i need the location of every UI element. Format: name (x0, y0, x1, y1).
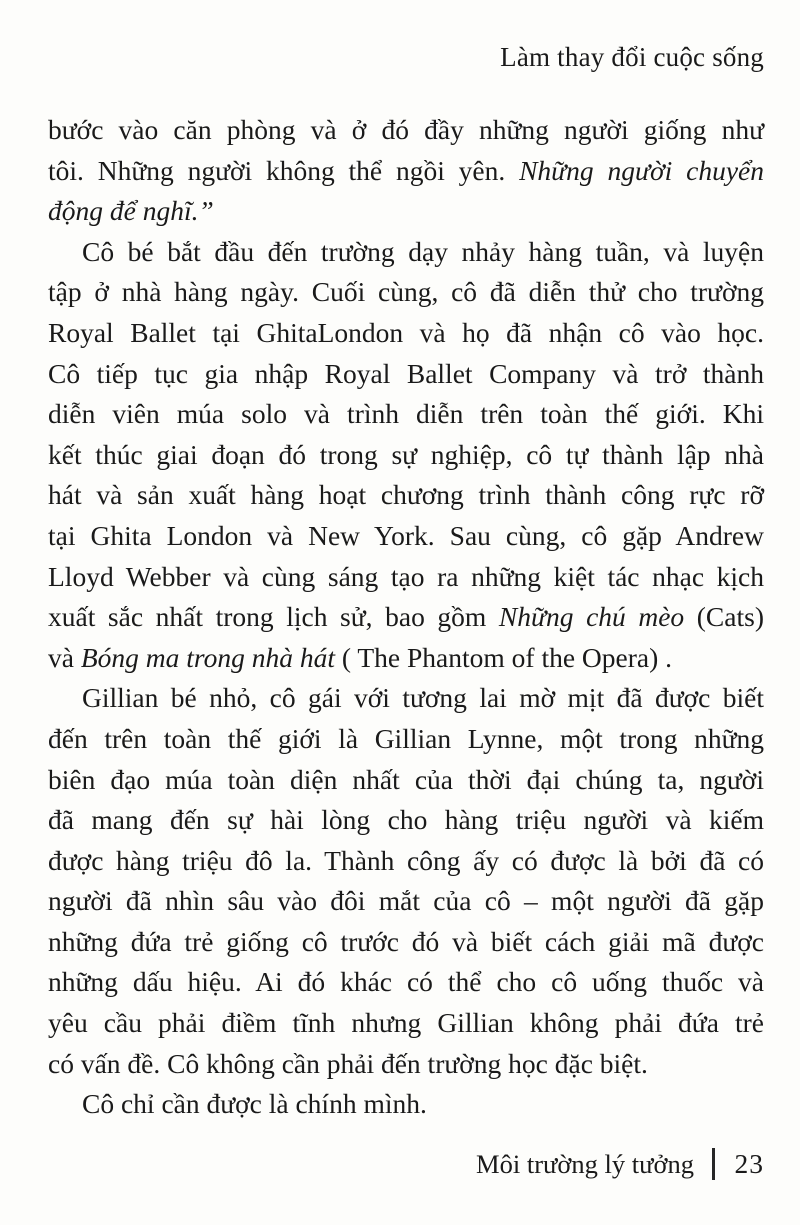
text-run: được hàng triệu đô la. Thành công ấy có được là bởi đã có (48, 844, 764, 876)
text-run: người đã nhìn sâu vào đôi mắt của cô – một người đã gặp (48, 885, 764, 917)
text-run: tập ở nhà hàng ngày. Cuối cùng, cô đã diễn thử cho trường (48, 276, 764, 308)
text-run: Cô chỉ cần được là chính mình. (82, 1088, 427, 1120)
footer-section-title: Môi trường lý tưởng (476, 1148, 694, 1179)
text-line (48, 1084, 764, 1125)
text-run: và (48, 641, 81, 673)
text-line (48, 272, 764, 313)
text-line (48, 191, 764, 232)
text-line (48, 394, 764, 435)
text-run: những đứa trẻ giống cô trước đó và biết cách giải mã được (48, 925, 764, 957)
text-run: ( The Phantom of the Opera) . (334, 641, 673, 673)
text-line (48, 1003, 764, 1044)
text-line (48, 151, 764, 192)
text-run: tại Ghita London và New York. Sau cùng, cô gặp Andrew (48, 519, 764, 551)
text-run: biên đạo múa toàn diện nhất của thời đại chúng ta, người (48, 763, 764, 795)
text-run: Lloyd Webber và cùng sáng tạo ra những kiệt tác nhạc kịch (48, 560, 764, 592)
text-run: Cô bé bắt đầu đến trường dạy nhảy hàng tuần, và luyện (82, 235, 764, 267)
page-body-text (48, 110, 764, 1125)
text-run: hát và sản xuất hàng hoạt chương trình thành công rực rỡ (48, 479, 764, 511)
text-run: yêu cầu phải điềm tĩnh nhưng Gillian không phải đứa trẻ (48, 1007, 764, 1039)
text-run: Royal Ballet tại GhitaLondon và họ đã nhận cô vào học. (48, 316, 764, 348)
text-run: những dấu hiệu. Ai đó khác có thể cho cô uống thuốc và (48, 966, 764, 998)
text-line (48, 678, 764, 719)
text-line (48, 435, 764, 476)
running-header: Làm thay đổi cuộc sống (500, 42, 764, 72)
italic-text-run: Những người chuyển (519, 154, 764, 186)
text-run: bước vào căn phòng và ở đó đầy những người giống như (48, 114, 764, 145)
text-line (48, 800, 764, 841)
text-line (48, 760, 764, 801)
text-run: (Cats) (684, 601, 764, 633)
text-line (48, 475, 764, 516)
text-run: Cô tiếp tục gia nhập Royal Ballet Company và trở thành (48, 357, 764, 389)
text-line (48, 881, 764, 922)
text-line (48, 841, 764, 882)
text-run: tôi. Những người không thể ngồi yên. (48, 154, 520, 186)
text-line (48, 557, 764, 598)
text-line (48, 597, 764, 638)
text-line (48, 638, 764, 679)
text-line (48, 110, 764, 151)
text-line (48, 962, 764, 1003)
text-line (48, 719, 764, 760)
text-run: đã mang đến sự hài lòng cho hàng triệu người và kiếm (48, 804, 764, 836)
text-line (48, 922, 764, 963)
text-line (48, 516, 764, 557)
italic-text-run: Những chú mèo (498, 601, 685, 633)
text-run: kết thúc giai đoạn đó trong sự nghiệp, cô tự thành lập nhà (48, 438, 764, 470)
text-run: đến trên toàn thế giới là Gillian Lynne, một trong những (48, 722, 764, 754)
text-run: diễn viên múa solo và trình diễn trên toàn thế giới. Khi (48, 398, 764, 430)
italic-text-run: động để nghĩ.” (48, 195, 214, 227)
page-number: 23 (734, 1148, 764, 1179)
text-line (48, 313, 764, 354)
text-run: Gillian bé nhỏ, cô gái với tương lai mờ mịt đã được biết (82, 682, 764, 714)
italic-text-run: Bóng ma trong nhà hát (80, 641, 335, 673)
text-run: có vấn đề. Cô không cần phải đến trường học đặc biệt. (48, 1047, 648, 1079)
text-line (48, 354, 764, 395)
text-run: xuất sắc nhất trong lịch sử, bao gồm (48, 601, 499, 633)
page-footer (476, 1148, 764, 1180)
text-line (48, 232, 764, 273)
text-line (48, 1044, 764, 1085)
footer-divider (712, 1148, 715, 1180)
